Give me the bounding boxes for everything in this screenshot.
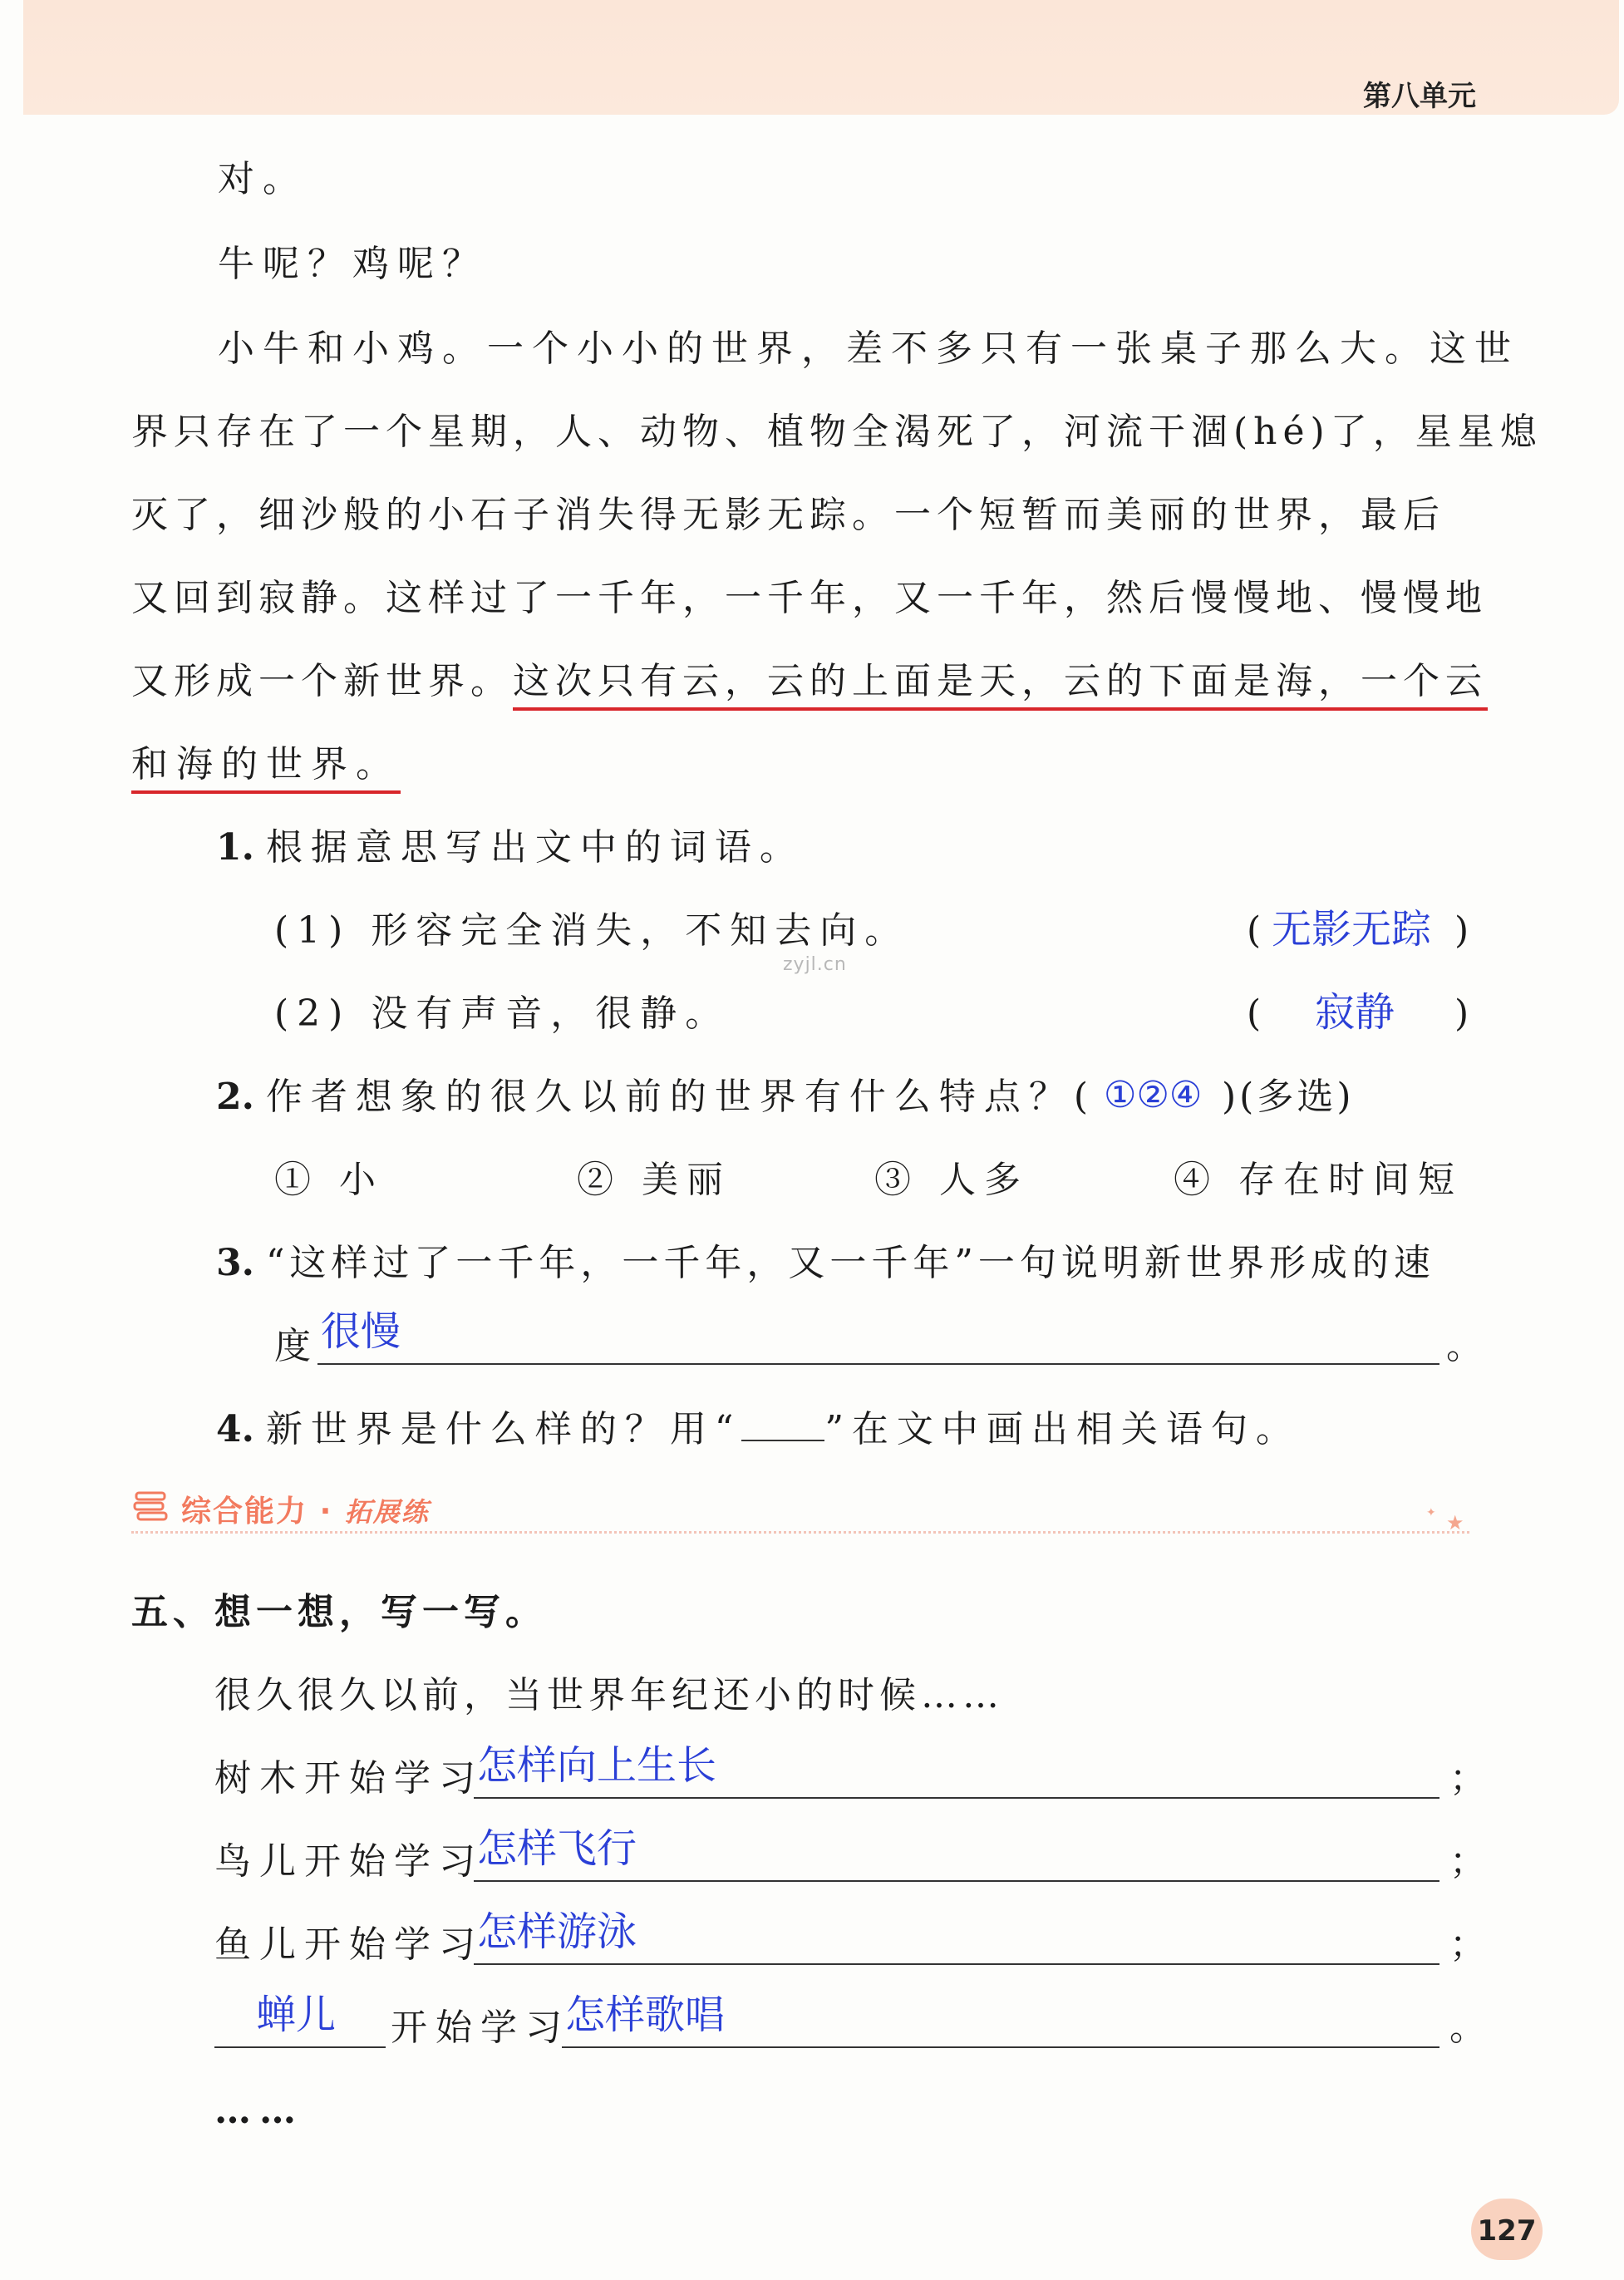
- q3-answer-line: [317, 1363, 1439, 1365]
- q5-ellipsis: ……: [214, 2090, 304, 2132]
- question-2-number: 2.: [216, 1076, 254, 1118]
- q5-row-2-prefix: 鸟儿开始学习: [214, 1840, 484, 1883]
- page-number: 127: [1477, 2214, 1537, 2248]
- q5-row-2-answer[interactable]: 怎样飞行: [477, 1825, 637, 1872]
- passage-line-5: 灭了，细沙般的小石子消失得无影无踪。一个短暂而美丽的世界，最后: [131, 494, 1445, 536]
- question-2-text: 作者想象的很久以前的世界有什么特点？(: [265, 1076, 1097, 1118]
- q1-2-answer[interactable]: 寂静: [1315, 989, 1395, 1036]
- passage-line-7a: 又形成一个新世界。: [131, 660, 513, 702]
- q5-row-2-line: [474, 1880, 1439, 1882]
- question-1-number: 1.: [216, 826, 254, 869]
- passage-line-6: 又回到寂静。这样过了一千年，一千年，又一千年，然后慢慢地、慢慢地: [131, 577, 1488, 619]
- q5-last-subject[interactable]: 蝉儿: [256, 1992, 337, 2038]
- question-3-text2: 度: [274, 1325, 319, 1367]
- q5-row-3-end: ；: [1449, 1923, 1494, 1966]
- q1-2-open-paren: (: [1247, 992, 1262, 1035]
- passage-line-3: 小牛和小鸡。一个小小的世界，差不多只有一张桌子那么大。这世: [218, 327, 1519, 370]
- section-subtitle: 拓展练: [344, 1496, 430, 1528]
- question-1-1: (1) 形容完全消失，不知去向。: [274, 909, 910, 952]
- q5-last-answer[interactable]: 怎样歌唱: [565, 1992, 726, 2038]
- q2-answer[interactable]: ①②④: [1104, 1074, 1203, 1116]
- q5-row-1-prefix: 树木开始学习: [214, 1757, 484, 1800]
- passage-line-8: [131, 740, 401, 790]
- question-5-title: 五、想一想，写一写。: [131, 1591, 547, 1633]
- q5-row-1-answer[interactable]: 怎样向上生长: [477, 1742, 717, 1789]
- question-2: [216, 1072, 1096, 1122]
- q1-1-open-paren: (: [1247, 909, 1262, 952]
- unit-title: 第八单元: [1363, 80, 1476, 113]
- q3-answer[interactable]: 很慢: [321, 1308, 401, 1355]
- question-3-number: 3.: [216, 1242, 254, 1284]
- underlined-sentence-end: 和海的世界。: [131, 743, 401, 794]
- section-title-main: 综合能力: [181, 1495, 308, 1529]
- question-5-intro: 很久很久以前，当世界年纪还小的时候……: [214, 1674, 1004, 1716]
- question-4-text: 新世界是什么样的？用“: [265, 1408, 742, 1450]
- section-title: [181, 1488, 430, 1530]
- question-3: [216, 1238, 1435, 1288]
- q5-row-2-end: ；: [1449, 1840, 1494, 1883]
- q5-row-3-prefix: 鱼儿开始学习: [214, 1923, 484, 1966]
- q3-end: 。: [1446, 1325, 1491, 1367]
- q4-underline-sample: [741, 1406, 824, 1441]
- q2-option-1: ① 小: [274, 1159, 384, 1201]
- passage-line-2: 牛呢？鸡呢？: [218, 243, 487, 285]
- q5-row-3-answer[interactable]: 怎样游泳: [477, 1908, 637, 1955]
- q5-row-3-line: [474, 1963, 1439, 1965]
- q5-last-end: 。: [1449, 2007, 1494, 2049]
- q1-1-close-paren: ): [1454, 909, 1469, 952]
- question-4-number: 4.: [216, 1408, 254, 1450]
- watermark: zyjl.cn: [783, 954, 847, 975]
- question-1-2: (2) 没有声音，很静。: [274, 992, 731, 1035]
- question-4-text-tail: ”在文中画出相关语句。: [824, 1408, 1301, 1450]
- underlined-sentence: 这次只有云，云的上面是天，云的下面是海，一个云: [513, 660, 1488, 711]
- q2-option-4: ④ 存在时间短: [1174, 1159, 1463, 1201]
- question-1-text: 根据意思写出文中的词语。: [265, 826, 805, 869]
- section-title-dot: ·: [319, 1495, 333, 1529]
- q5-row-1-end: ；: [1449, 1757, 1494, 1800]
- book-stack-icon: [133, 1490, 168, 1523]
- question-4: [216, 1405, 1301, 1455]
- q2-option-3: ③ 人多: [874, 1159, 1029, 1201]
- q2-option-2: ② 美丽: [577, 1159, 731, 1201]
- q1-1-answer[interactable]: 无影无踪: [1272, 906, 1432, 953]
- question-3-text: “这样过了一千年，一千年，又一千年”一句说明新世界形成的速: [265, 1242, 1435, 1284]
- passage-line-4: 界只存在了一个星期，人、动物、植物全渴死了，河流干涸(hé)了，星星熄: [131, 411, 1543, 453]
- q5-row-1-line: [474, 1797, 1439, 1799]
- q5-last-mid: 开始学习: [391, 2007, 570, 2049]
- small-star-icon: ✦: [1426, 1506, 1436, 1519]
- star-icon: ★: [1446, 1511, 1464, 1534]
- q5-last-line: [562, 2046, 1439, 2048]
- q1-2-close-paren: ): [1454, 992, 1469, 1035]
- passage-line-7: [131, 657, 1488, 707]
- question-1: [216, 823, 805, 873]
- q5-last-subject-line: [214, 2046, 386, 2048]
- passage-line-1: 对。: [218, 158, 308, 200]
- q2-tail: )(多选): [1222, 1076, 1355, 1118]
